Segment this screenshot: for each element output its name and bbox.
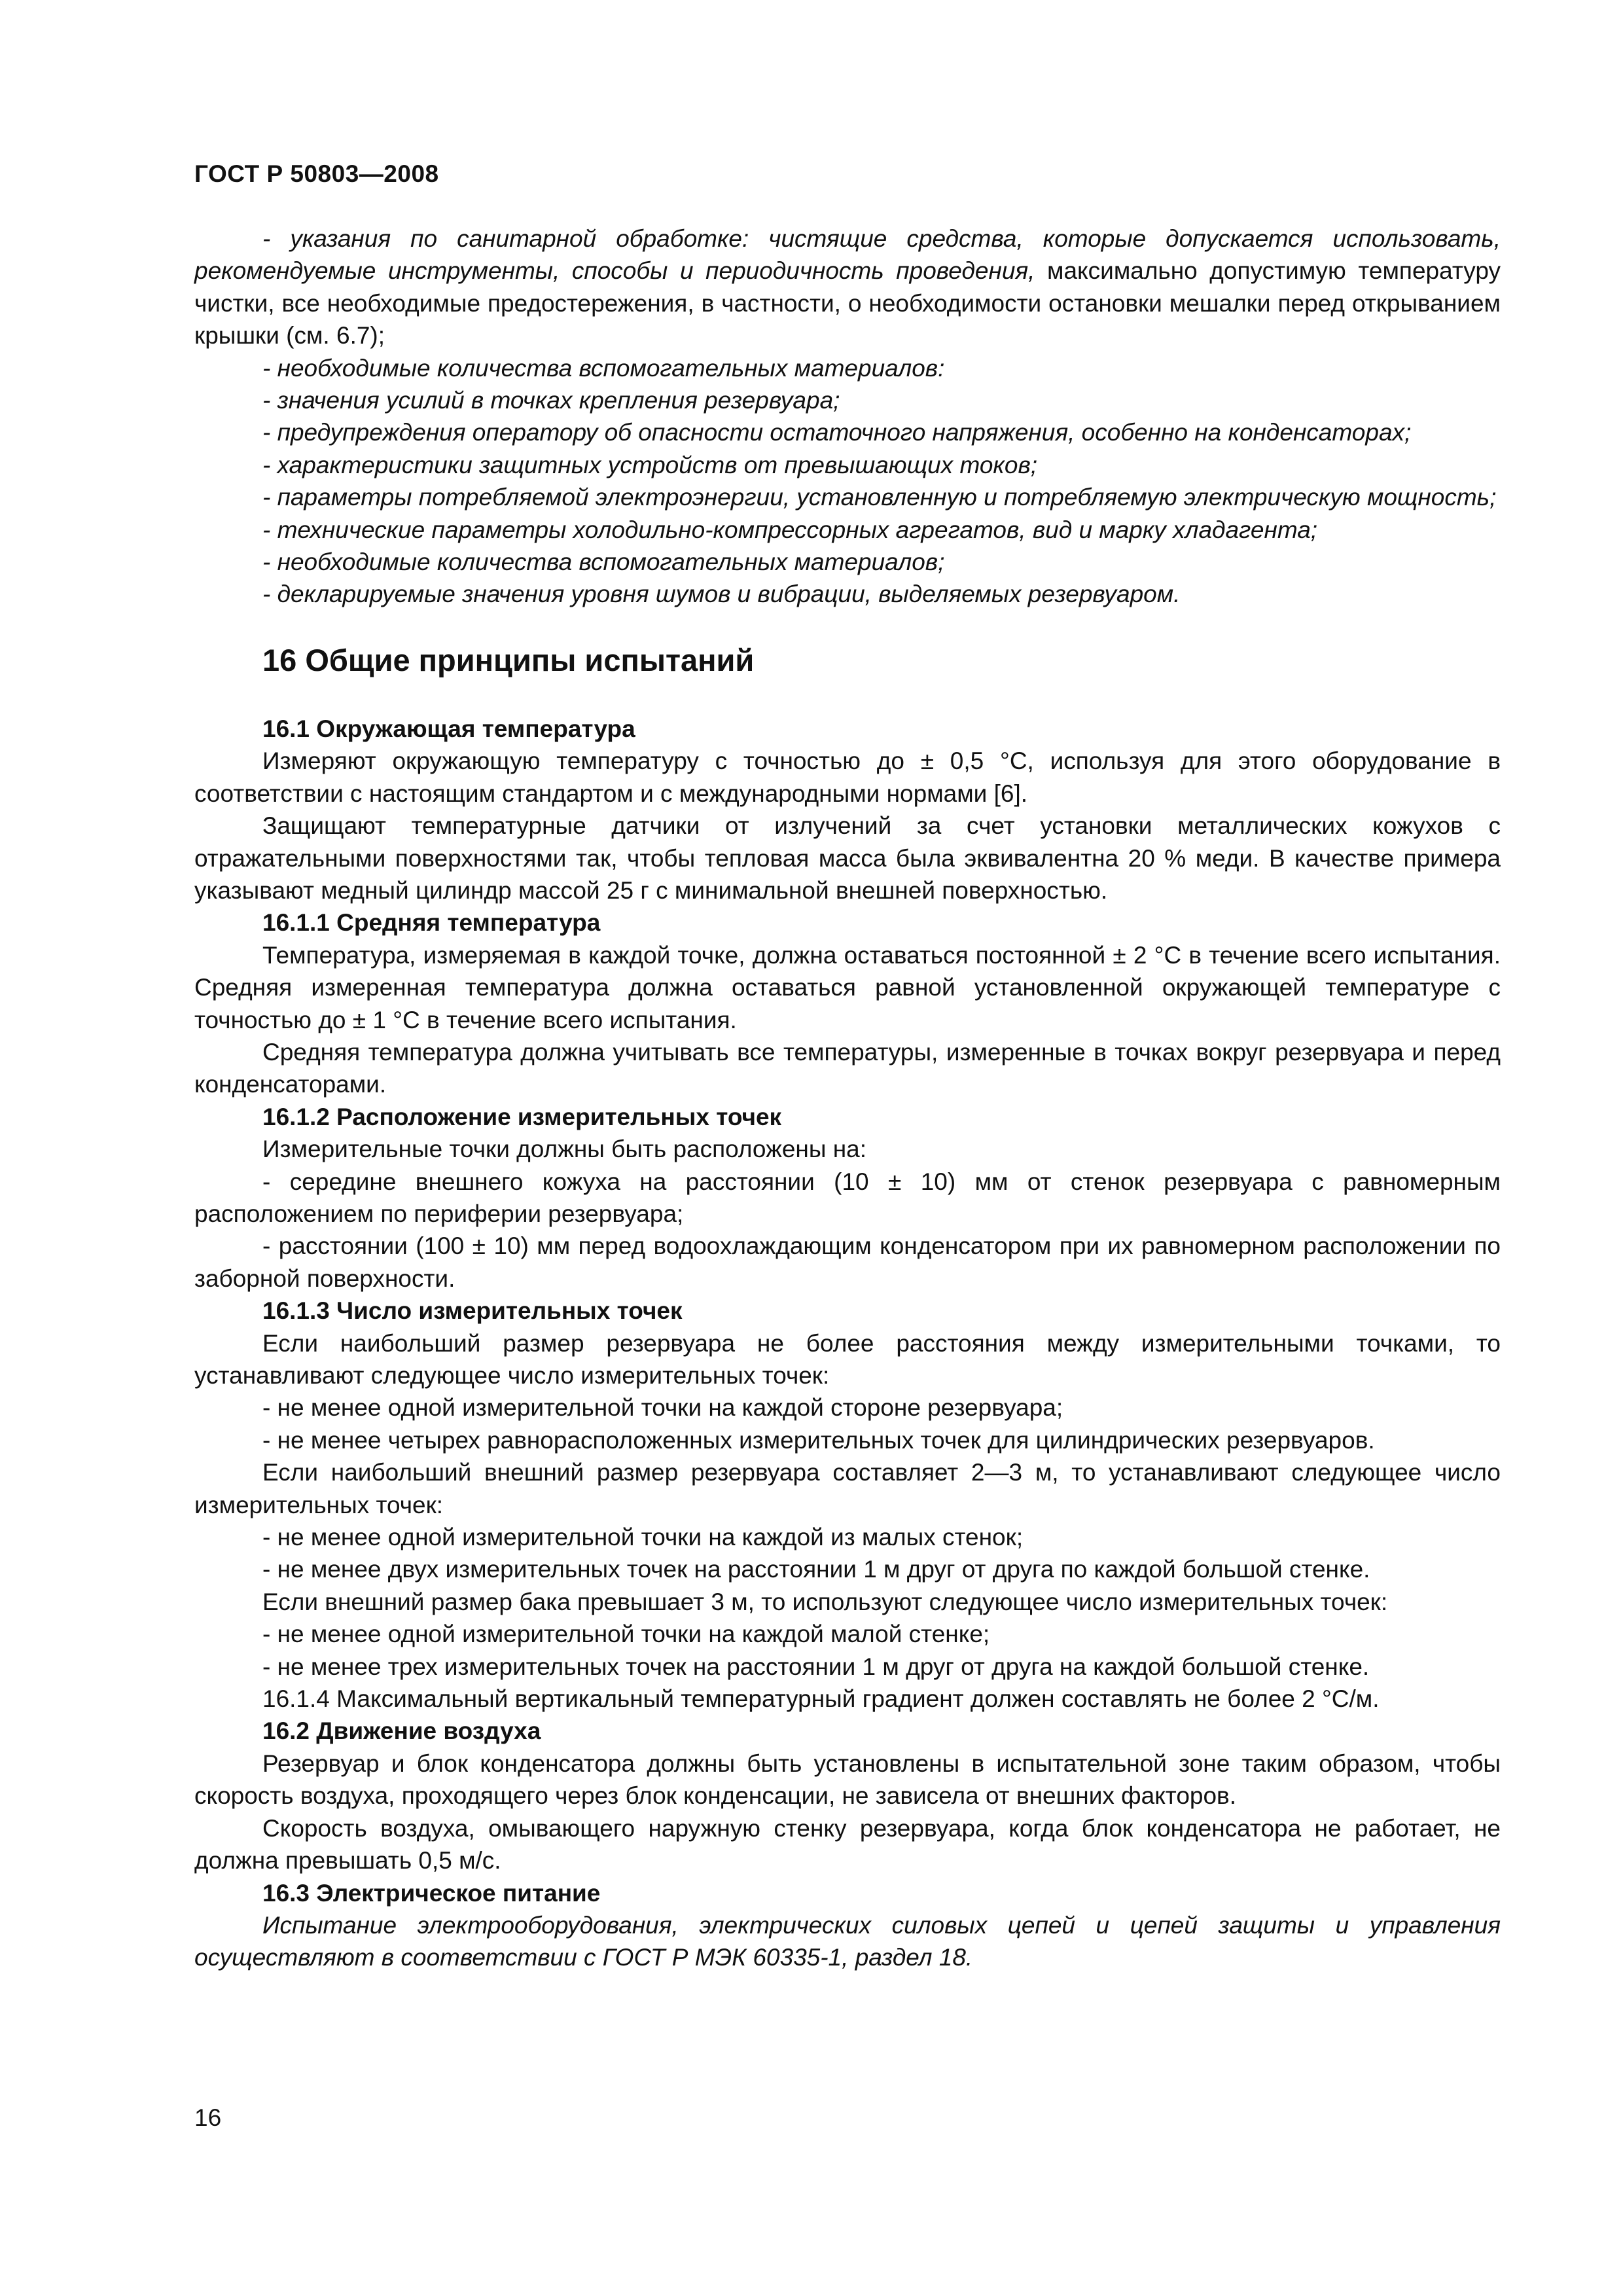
paragraph: Если наибольший размер резервуара не более расстояния между измерительными точками, то устанавливают следующее число измерительных точек: xyxy=(194,1329,1501,1389)
subsection-heading: 16.1.2 Расположение измерительных точек xyxy=(262,1103,782,1130)
section-heading: 16 Общие принципы испытаний xyxy=(262,642,755,677)
paragraph: 16.1.4 Максимальный вертикальный температурный градиент должен составлять не более 2 °С/м. xyxy=(262,1685,1380,1713)
subsection-heading: 16.1 Окружающая температура xyxy=(262,715,635,742)
paragraph: Скорость воздуха, омывающего наружную стенку резервуара, когда блок конденсатора не работает, не должна превышать 0,5 м/с. xyxy=(194,1814,1501,1874)
paragraph: - не менее одной измерительной точки на каждой малой стенке; xyxy=(262,1621,990,1648)
paragraph: - не менее двух измерительных точек на расстоянии 1 м друг от друга по каждой большой стенке. xyxy=(262,1556,1370,1583)
subsection-heading: 16.1.3 Число измерительных точек xyxy=(262,1297,683,1325)
subsection-heading: 16.2 Движение воздуха xyxy=(262,1717,541,1745)
paragraph: - не менее четырех равнорасположенных измерительных точек для цилиндрических резервуаров. xyxy=(262,1426,1375,1454)
paragraph: Температура, измеряемая в каждой точке, должна оставаться постоянной ± 2 °С в течение всего испытания. Средняя измеренная температура должна оставаться равной установленной окружающей температуре с точностью до ± 1 °С в течение всего испытания. xyxy=(194,941,1501,1033)
paragraph: Если внешний размер бака превышает 3 м, то используют следующее число измерительных точек: xyxy=(262,1588,1388,1615)
list-item-text: максимально допустимую температуру чистки, все необходимые предостережения, в частности, о необходимости остановки мешалки перед открыванием крышки (см. 6.7); xyxy=(194,257,1501,350)
page-number: 16 xyxy=(194,2104,222,2131)
list-item: - технические параметры холодильно-компрессорных агрегатов, вид и марку хладагента; xyxy=(262,516,1318,543)
paragraph: - не менее трех измерительных точек на расстоянии 1 м друг от друга на каждой большой стенке. xyxy=(262,1653,1370,1680)
document-body xyxy=(194,223,1501,1974)
list-item: - параметры потребляемой электроэнергии, установленную и потребляемую электрическую мощность; xyxy=(262,484,1497,511)
list-item: - характеристики защитных устройств от превышающих токов; xyxy=(262,451,1038,478)
paragraph: - середине внешнего кожуха на расстоянии (10 ± 10) мм от стенок резервуара с равномерным расположением по периферии резервуара; xyxy=(194,1168,1501,1227)
subsection-heading: 16.1.1 Средняя температура xyxy=(262,909,601,937)
paragraph: - не менее одной измерительной точки на каждой стороне резервуара; xyxy=(262,1394,1063,1422)
paragraph: Измеряют окружающую температуру с точностью до ± 0,5 °С, используя для этого оборудование в соответствии с настоящим стандартом и с международными нормами [6]. xyxy=(194,747,1501,807)
list-item: - значения усилий в точках крепления резервуара; xyxy=(262,387,840,414)
list-item: - необходимые количества вспомогательных материалов: xyxy=(262,354,945,382)
paragraph: - не менее одной измерительной точки на каждой из малых стенок; xyxy=(262,1524,1024,1551)
list-item: - предупреждения оператору об опасности остаточного напряжения, особенно на конденсаторах; xyxy=(262,419,1412,446)
paragraph: - расстоянии (100 ± 10) мм перед водоохлаждающим конденсатором при их равномерном расположении по заборной поверхности. xyxy=(194,1232,1501,1292)
paragraph: Испытание электрооборудования, электрических силовых цепей и цепей защиты и управления осуществляют в соответствии с ГОСТ Р МЭК 60335-1, раздел 18. xyxy=(194,1911,1501,1971)
subsection-heading: 16.3 Электрическое питание xyxy=(262,1879,601,1907)
list-item-italic: - указания по санитарной обработке: чистящие средства, которые допускается использовать, рекомендуемые инструменты, способы и периодичность проведения, xyxy=(194,225,1501,285)
list-item xyxy=(194,223,1501,352)
paragraph: Средняя температура должна учитывать все температуры, измеренные в точках вокруг резервуара и перед конденсаторами. xyxy=(194,1038,1501,1098)
paragraph: Защищают температурные датчики от излучений за счет установки металлических кожухов с отражательными поверхностями так, чтобы тепловая масса была эквивалентна 20 % меди. В качестве примера указывают медный цилиндр массой 25 г с минимальной внешней поверхностью. xyxy=(194,812,1501,904)
paragraph: Резервуар и блок конденсатора должны быть установлены в испытательной зоне таким образом, чтобы скорость воздуха, проходящего через блок конденсации, не зависела от внешних факторов. xyxy=(194,1749,1501,1810)
paragraph: Если наибольший внешний размер резервуара составляет 2—3 м, то устанавливают следующее число измерительных точек: xyxy=(194,1459,1501,1518)
document-code-header: ГОСТ Р 50803—2008 xyxy=(194,160,439,187)
paragraph: Измерительные точки должны быть расположены на: xyxy=(262,1136,866,1163)
list-item: - необходимые количества вспомогательных материалов; xyxy=(262,548,945,576)
list-item: - декларируемые значения уровня шумов и вибрации, выделяемых резервуаром. xyxy=(262,581,1181,608)
